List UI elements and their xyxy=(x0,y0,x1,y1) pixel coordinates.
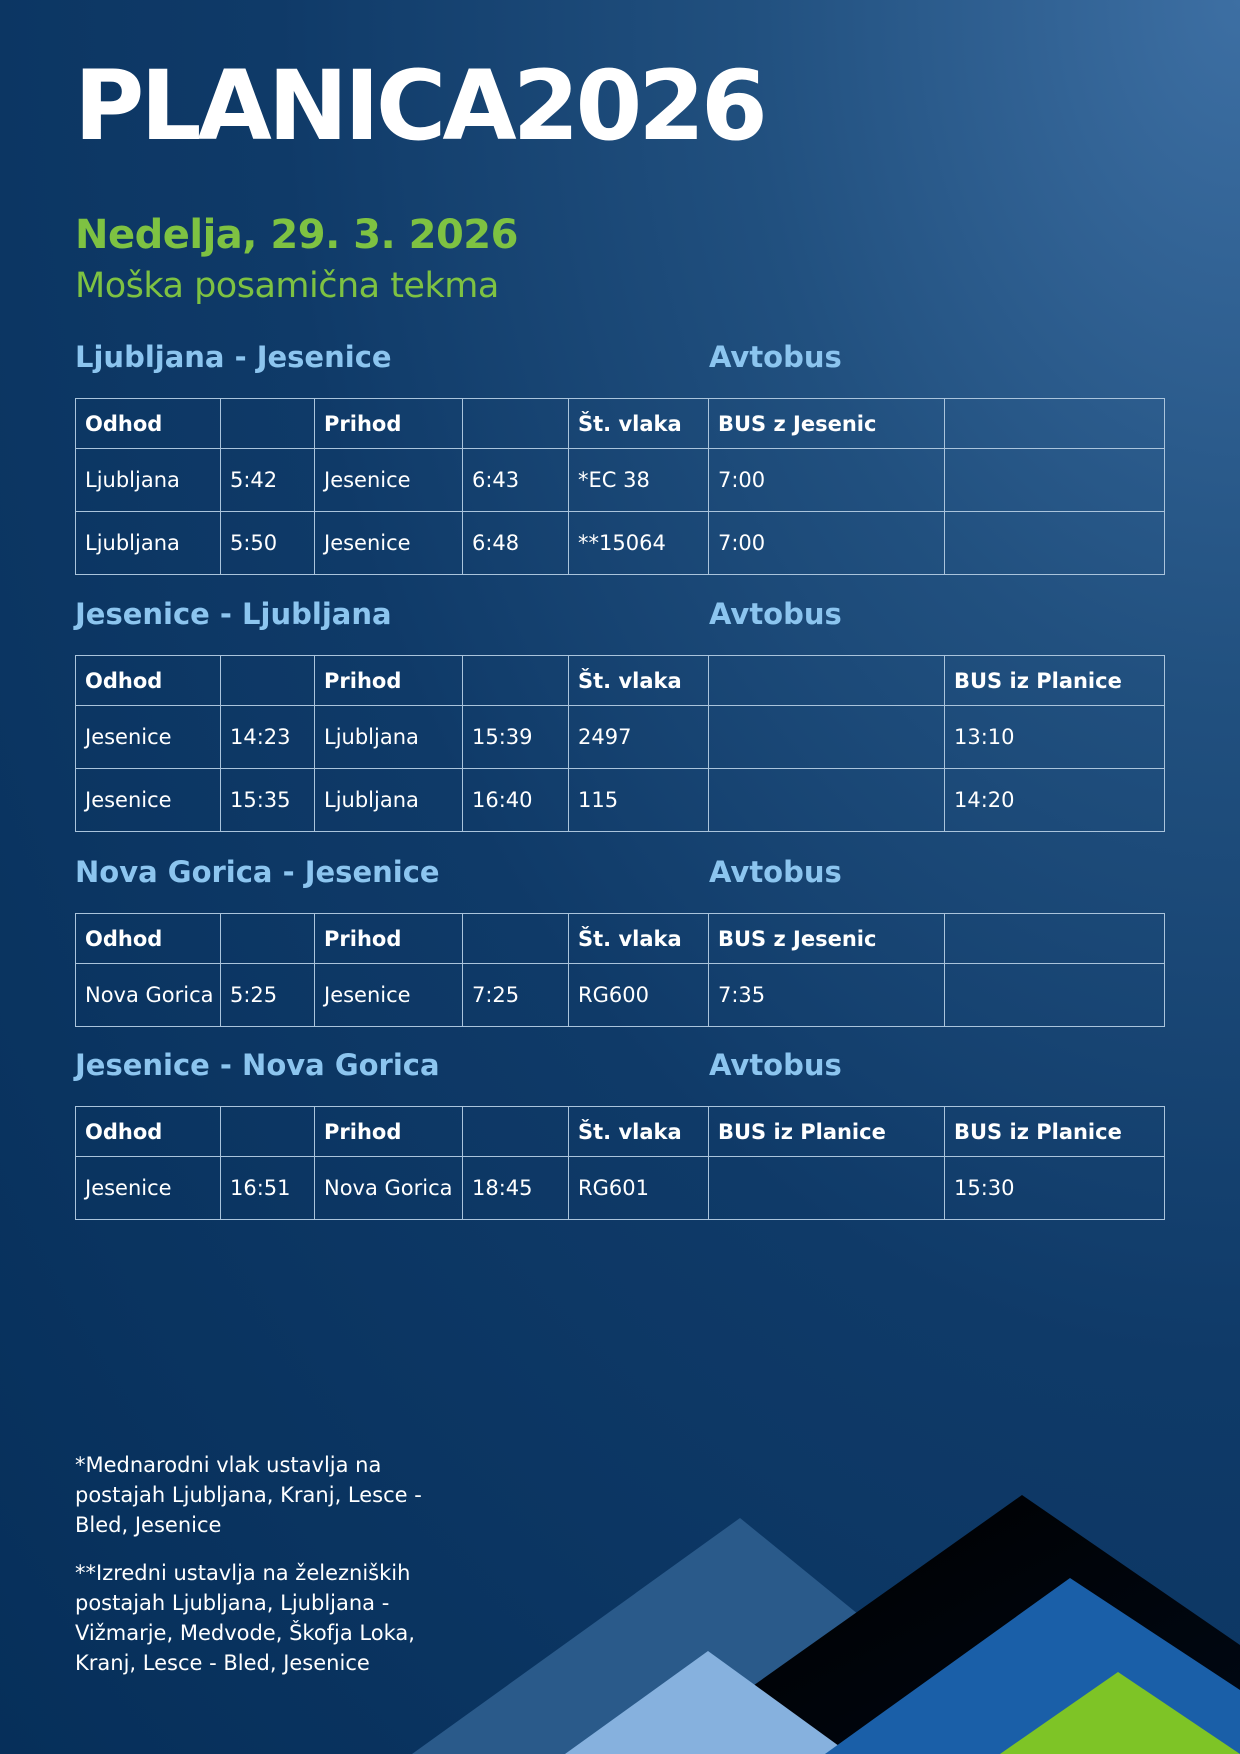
header-cell: BUS iz Planice xyxy=(945,656,1165,706)
route-title: Jesenice - Nova Gorica xyxy=(75,1048,440,1082)
departure-station: Jesenice xyxy=(76,706,221,769)
header-cell: Št. vlaka xyxy=(569,656,709,706)
bus-time: 7:35 xyxy=(709,964,945,1027)
header-cell: Prihod xyxy=(315,656,463,706)
transport-mode-label: Avtobus xyxy=(709,855,842,889)
departure-time: 5:50 xyxy=(221,512,315,575)
arrival-station: Nova Gorica xyxy=(315,1157,463,1220)
departure-time: 5:42 xyxy=(221,449,315,512)
route-title: Nova Gorica - Jesenice xyxy=(75,855,440,889)
header-cell: Odhod xyxy=(76,399,221,449)
route-title: Jesenice - Ljubljana xyxy=(75,597,392,631)
train-number: 115 xyxy=(569,769,709,832)
arrival-time: 16:40 xyxy=(463,769,569,832)
header-cell: BUS iz Planice xyxy=(709,1107,945,1157)
arrival-time: 6:43 xyxy=(463,449,569,512)
header-cell: Št. vlaka xyxy=(569,914,709,964)
departure-station: Ljubljana xyxy=(76,449,221,512)
footnote-international-train: *Mednarodni vlak ustavlja na postajah Ljubljana, Kranj, Lesce - Bled, Jesenice xyxy=(75,1453,422,1537)
departure-station: Ljubljana xyxy=(76,512,221,575)
arrival-station: Ljubljana xyxy=(315,769,463,832)
arrival-station: Ljubljana xyxy=(315,706,463,769)
train-number: 2497 xyxy=(569,706,709,769)
departure-time: 5:25 xyxy=(221,964,315,1027)
departure-time: 15:35 xyxy=(221,769,315,832)
train-number: **15064 xyxy=(569,512,709,575)
header-cell: Odhod xyxy=(76,914,221,964)
header-cell: Št. vlaka xyxy=(569,399,709,449)
train-number: RG600 xyxy=(569,964,709,1027)
event-date: Nedelja, 29. 3. 2026 xyxy=(75,212,518,258)
header-cell: Prihod xyxy=(315,1107,463,1157)
header-cell: Odhod xyxy=(76,1107,221,1157)
departure-station: Jesenice xyxy=(76,1157,221,1220)
arrival-time: 15:39 xyxy=(463,706,569,769)
departure-station: Jesenice xyxy=(76,769,221,832)
footnote-extra-train: **Izredni ustavlja na železniških postajah Ljubljana, Ljubljana - Vižmarje, Medvode, Škofja Loka, Kranj, Lesce - Bled, Jesenice xyxy=(75,1561,415,1675)
header-cell: Št. vlaka xyxy=(569,1107,709,1157)
bus-time: 7:00 xyxy=(709,449,945,512)
departure-time: 16:51 xyxy=(221,1157,315,1220)
arrival-time: 18:45 xyxy=(463,1157,569,1220)
header-cell: BUS z Jesenic xyxy=(709,399,945,449)
transport-mode-label: Avtobus xyxy=(709,1048,842,1082)
route-title: Ljubljana - Jesenice xyxy=(75,340,392,374)
arrival-station: Jesenice xyxy=(315,449,463,512)
train-number: *EC 38 xyxy=(569,449,709,512)
arrival-time: 7:25 xyxy=(463,964,569,1027)
departure-station: Nova Gorica xyxy=(76,964,221,1027)
header-cell: BUS z Jesenic xyxy=(709,914,945,964)
bus-time: 15:30 xyxy=(945,1157,1165,1220)
planica-logo: PLANICA2026 xyxy=(74,50,764,162)
header-cell: BUS iz Planice xyxy=(945,1107,1165,1157)
bus-time: 7:00 xyxy=(709,512,945,575)
train-number: RG601 xyxy=(569,1157,709,1220)
header-cell: Prihod xyxy=(315,399,463,449)
departure-time: 14:23 xyxy=(221,706,315,769)
transport-mode-label: Avtobus xyxy=(709,597,842,631)
header-cell: Prihod xyxy=(315,914,463,964)
header-cell: Odhod xyxy=(76,656,221,706)
transport-mode-label: Avtobus xyxy=(709,340,842,374)
bus-time: 13:10 xyxy=(945,706,1165,769)
arrival-time: 6:48 xyxy=(463,512,569,575)
event-name: Moška posamična tekma xyxy=(75,266,499,306)
arrival-station: Jesenice xyxy=(315,512,463,575)
arrival-station: Jesenice xyxy=(315,964,463,1027)
bus-time: 14:20 xyxy=(945,769,1165,832)
